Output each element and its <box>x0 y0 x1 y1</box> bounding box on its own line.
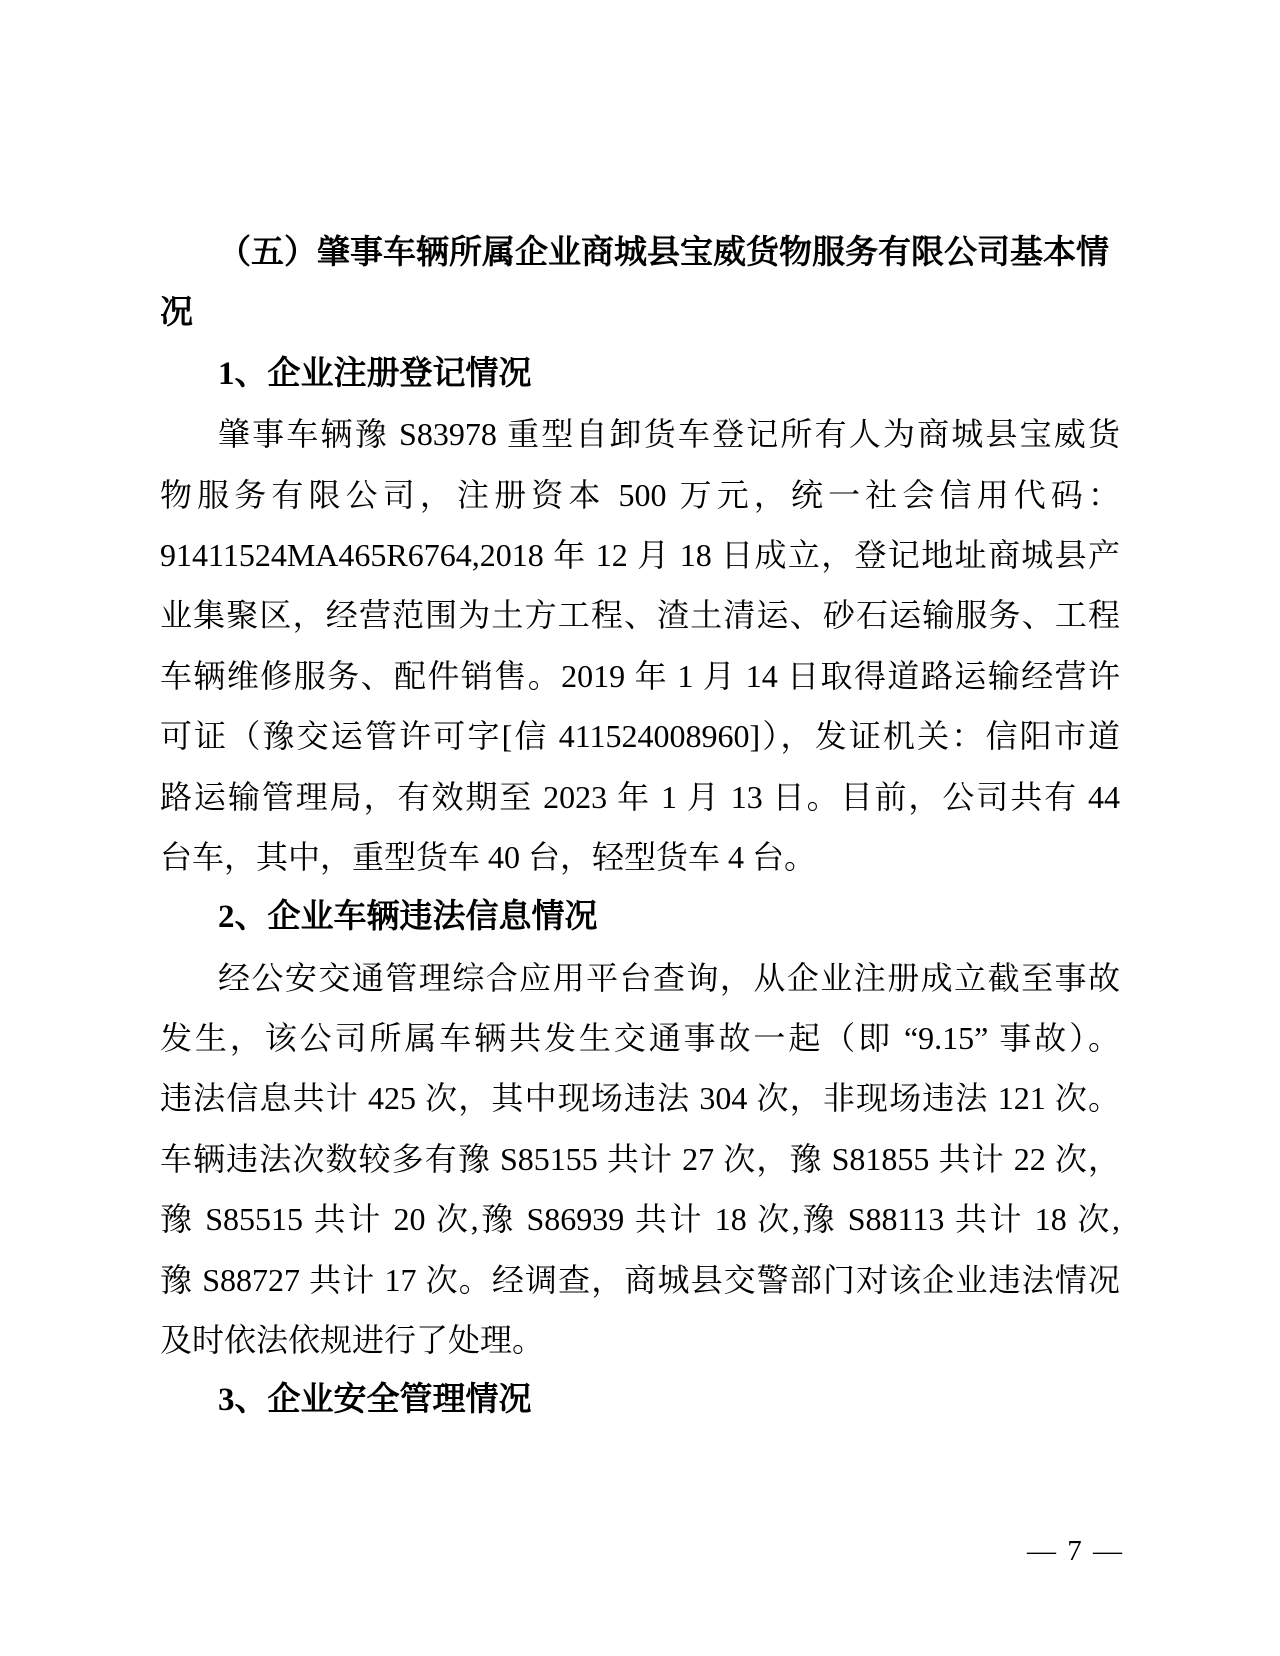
paragraph-1-line-6: 可证（豫交运管许可字[信 411524008960]），发证机关：信阳市道 <box>160 718 1120 755</box>
subheading-2: 2、企业车辆违法信息情况 <box>218 899 598 936</box>
paragraph-2-line-2: 发生，该公司所属车辆共发生交通事故一起（即 “9.15” 事故）。 <box>160 1020 1120 1057</box>
paragraph-1-line-5: 车辆维修服务、配件销售。2019 年 1 月 14 日取得道路运输经营许 <box>160 657 1120 694</box>
paragraph-2-line-6: 豫 S88727 共计 17 次。经调查，商城县交警部门对该企业违法情况 <box>160 1261 1120 1298</box>
paragraph-1-line-1: 肇事车辆豫 S83978 重型自卸货车登记所有人为商城县宝威货 <box>218 416 1120 453</box>
paragraph-2-line-1: 经公安交通管理综合应用平台查询，从企业注册成立截至事故 <box>218 959 1120 996</box>
paragraph-1-line-4: 业集聚区，经营范围为土方工程、渣土清运、砂石运输服务、工程 <box>160 597 1120 634</box>
paragraph-1-line-3: 91411524MA465R6764,2018 年 12 月 18 日成立，登记地址商城县产 <box>160 536 1120 573</box>
subheading-1: 1、企业注册登记情况 <box>218 355 532 392</box>
paragraph-1-line-7: 路运输管理局，有效期至 2023 年 1 月 13 日。目前，公司共有 44 <box>160 778 1120 815</box>
section-heading-line-2: 况 <box>160 295 193 332</box>
paragraph-2-line-4: 车辆违法次数较多有豫 S85155 共计 27 次，豫 S81855 共计 22 次， <box>160 1140 1120 1177</box>
document-body <box>160 223 1120 1431</box>
paragraph-2-line-3: 违法信息共计 425 次，其中现场违法 304 次，非现场违法 121 次。 <box>160 1080 1120 1117</box>
paragraph-1-line-2: 物服务有限公司，注册资本 500 万元，统一社会信用代码： <box>160 476 1120 513</box>
subheading-3: 3、企业安全管理情况 <box>218 1382 532 1419</box>
paragraph-2-line-7: 及时依法依规进行了处理。 <box>160 1322 545 1359</box>
section-heading-line-1: （五）肇事车辆所属企业商城县宝威货物服务有限公司基本情 <box>218 235 1109 271</box>
page-number: — 7 — <box>1027 1535 1124 1567</box>
paragraph-2-line-5: 豫 S85515 共计 20 次,豫 S86939 共计 18 次,豫 S88113 共计 18 次, <box>160 1201 1120 1238</box>
paragraph-1-line-8: 台车，其中，重型货车 40 台，轻型货车 4 台。 <box>160 838 817 875</box>
